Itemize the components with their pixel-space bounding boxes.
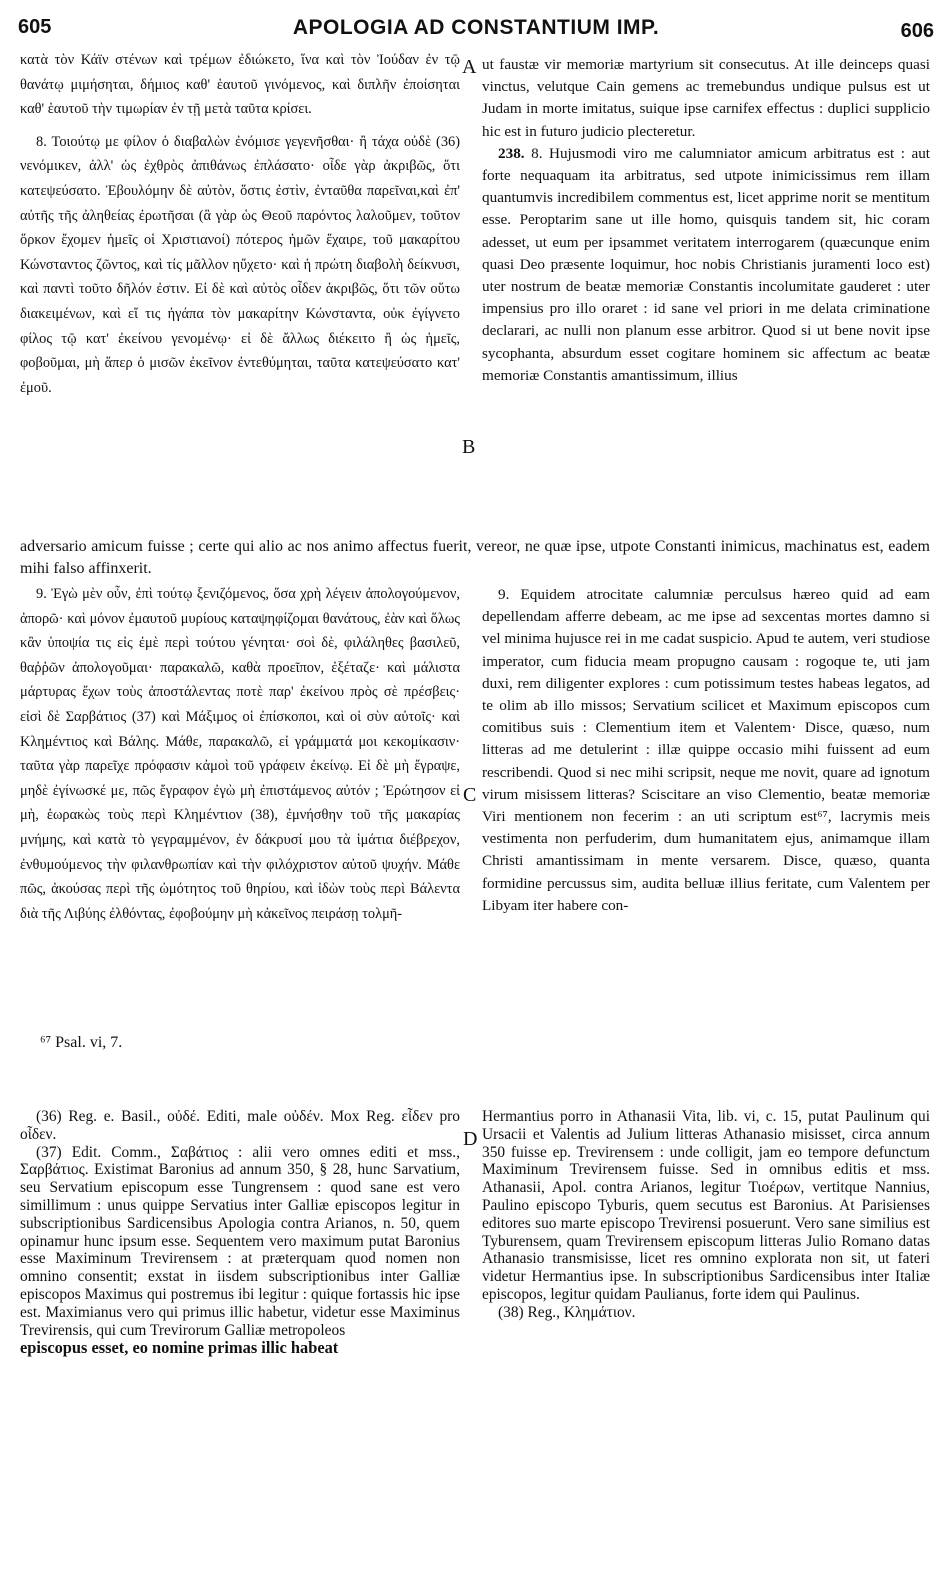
margin-letter-a: A: [462, 56, 477, 78]
full-width-continuation: adversario amicum fuisse ; certe qui alio ac nos animo affectus fuerit, vereor, ne quæ ipse, utpote Constanti inimicus, machinatus est, eadem mihi falso affinxerit.: [20, 538, 930, 577]
notes-left: [20, 1108, 460, 1357]
latin-paragraph-9: 9. Equidem atrocitate calumniæ perculsus hæreo quid ad eam depellendam afferre debeam, ac me ipse ad sexcentas mortes damno si vel minima hujusce rei in me cadat suspicio. Apud te autem, veri studiose imperator, cum fiducia meam propugno causam : rogoque te, uti jam duxi, rem diligenter explores : cum potissimum testes habeas legatos, ad te olim ab illo missos; Servatium scilicet et Maximum episcopos cum comitibus suis : Clementium item et Valentem· Disce, quæso, num litteras ad me detulerint : illæ quippe occasio mihi fuissent ad eum rescribendi. Quod si nec mihi scripsit, neque me novit, quare ad ignotum virum misissem litteras? Sciscitare an viso Clementio, beatæ memoriæ Viri mentionem non fecerim : an uti scriptum est⁶⁷, lacrymis meis vestimenta non perfuderim, dum humanitatem ejus, animamque illam Christi amantissimam in mente versarem. Disce, quæso, quanta formidine percussus sim, audita belluæ illius feritate, cum Valentem per Libyam iter habere con-: [482, 586, 930, 914]
greek-column-top: [20, 48, 460, 400]
note-38: (38) Reg., Κλημάτιον.: [498, 1303, 636, 1321]
greek-paragraph-8: 8. Τοιούτῳ με φίλον ὁ διαβαλὼν ἐνόμισε γεγενῆσθαι· ἢ τάχα οὐδὲ (36) νενόμικεν, ἀλλ' ὡς ἐχθρὸς ἀπιθάνως ἐπλάσατο· οἶδε γὰρ ἀκριβῶς, ὅτι κατεψεύσατο. Ἐβουλόμην δὲ αὐτὸν, ὅστις ἐστὶν, ἐνταῦθα παρεῖναι,καὶ ἐπ' αὐτῆς τῆς ἀληθείας ἐρωτῆσαι (ἃ γὰρ ὡς Θεοῦ παρόντος λαλοῦμεν, τοῦτον ὅρκον ἔχομεν ἡμεῖς οἱ Χριστιανοί) πότερος ἡμῶν ἔχαιρε, τοῦ μακαρίτου Κώνσταντος ζῶντος, καὶ τίς μᾶλλον ηὔχετο· καὶ ἡ πρώτη διαβολὴ δείκνυσι, καὶ παντὶ τοῦτο δῆλόν ἐστιν. Εἰ δὲ καὶ αὐτὸς οἶδεν ἀκριβῶς, ὅτι τῶν οὕτω διακειμένων, καὶ εἴ τις ἠγάπα τὸν μακαρίτην Κώνσταντα, οὐκ ἐγίγνετο φίλος τῷ κατ' ἐκείνου γενομένῳ· εἰ δὲ ἄλλως διέκειτο ἢ ὡς ἡμεῖς, φοβοῦμαι, μὴ ἅπερ ὁ μισῶν ἐκεῖνον ἐντεθύμηται, ταῦτα κατεψεύσατο κατ' ἐμοῦ.: [20, 133, 460, 396]
greek-paragraph-1: κατὰ τὸν Κάϊν στένων καὶ τρέμων ἐδιώκετο, ἵνα καὶ τὸν Ἰούδαν ἐν τῷ θανάτῳ μιμήσηται, δήμιος καθ' ἑαυτοῦ γινόμενος, καὶ διπλῆν ἐποίσηται καθ' ἑαυτοῦ τὴν τιμωρίαν ἐν τῇ μετὰ ταῦτα κρίσει.: [20, 52, 460, 118]
latin-paragraph-8: [482, 143, 930, 387]
note-36: (36) Reg. e. Basil., οὐδέ. Editi, male οὐδέν. Mox Reg. εἶδεν pro οἶδεν.: [20, 1108, 460, 1143]
margin-letter-d: D: [463, 1128, 478, 1150]
note-37-end: episcopus esset, eo nomine primas illic habeat: [20, 1338, 339, 1358]
page-number-left: 605: [18, 16, 52, 38]
page-number-right: 606: [900, 20, 934, 42]
latin-paragraph-1: ut faustæ vir memoriæ martyrium sit consecutus. At ille deinceps quasi vinctus, velutque Cain gemens ac tremebundus undique pulsus est ut Judam in morte imitatus, suique ipse carnifex effectus : duplici supplicio hic est in futuro judicio plecteretur.: [482, 56, 930, 140]
note-37: (37) Edit. Comm., Σαβάτιος : alii vero omnes editi et mss., Σαρβάτιος. Existimat Baronius ad annum 350, § 28, hunc Sarvatium, seu Servatium episcopum esse Tungrensem : quod sane est vero simillimum : unus quippe Servatius inter Galliæ episcopos legitur in subscriptionibus Sardicensibus Apologia contra Arianos, n. 50, quem opinamur hunc ipsum esse. Sequentem vero maximum putat Baronius esse Maximinum Trevirensem : at præterquam quod nomen non omnino consentit; exstat in iisdem subscriptionibus inter Galliæ episcopos Maximus qui postremus ibi legitur : quique fortassis hic ipse est. Maximianus vero qui primus illic habetur, videtur esse Maximinus Trevirensis, qui cum Trevirorum Galliæ metropoleos: [20, 1143, 460, 1339]
note-continuation: Hermantius porro in Athanasii Vita, lib. vi, c. 15, putat Paulinum qui Ursacii et Valentis ad Julium litteras Athanasio misisset, circa annum 350 fuisse ep. Trevirensem : unde colligit, jam eo tempore defunctum Maximinum Trevirensem fuisse. Sed in omnibus editis et mss. Athanasii, Apol. contra Arianos, legitur Τιοέρων, vertitque Nannius, Paulino episcopo Tyburis, quem secutus est Baronius. At Parisienses editores suo marte episcopo Trevirensi posuerunt. Vero sane similius est Tyburensem, quam Trevirensem episcopum litteras Julio Romano datas Athanasio transmisisse, licet res omnino explorata non sit, ut fateri videtur Hermantius ipse. In subscriptionibus Sardicensibus inter Italiæ episcopos, legitur quidam Paulianus, forte idem qui Paulinus.: [482, 1108, 930, 1303]
margin-letter-b: B: [462, 436, 476, 458]
latin-column-middle: [482, 584, 930, 917]
section-number-238: 238.: [498, 144, 525, 162]
notes-right: [482, 1108, 930, 1322]
greek-paragraph-9: 9. Ἐγὼ μὲν οὖν, ἐπὶ τούτῳ ξενιζόμενος, ὅσα χρὴ λέγειν ἀπολογούμενον, ἀπορῶ· καὶ μόνον ἐμαυτοῦ μυρίους καταψηφίζομαι θανάτους, ἐὰν καὶ ὅλως κἂν ὑποψία τις εἰς ἐμὲ περὶ τούτου γένηται· σοὶ δὲ, φιλάληθες βασιλεῦ, θαῤῥῶν ἀπολογοῦμαι· παρακαλῶ, καθὰ προεῖπον, ἐξέταζε· καὶ μάλιστα μάρτυρας ἔχων τοὺς ἀποστάλεντας ποτὲ παρ' ἐκείνου πρὸς σὲ πρέσβεις· εἰσὶ δὲ Σαρβάτιος (37) καὶ Μάξιμος οἱ ἐπίσκοποι, καὶ οἱ σὺν αὐτοῖς· καὶ Κλημέντιος καὶ Βάλης. Μάθε, παρακαλῶ, εἰ γράμματά μοι κεκομίκασιν· ταῦτα γὰρ παρεῖχε πρόφασιν κἀμοὶ τοῦ γράφειν ἐκείνῳ. Εἰ δὲ μὴ ἔγραψε, μηδὲ ἐγίνωσκέ με, πῶς ἔγραφον ἐγὼ μὴ ἐπιστάμενος αὐτόν ; Ἐρώτησον εἰ μὴ, ἑωρακὼς τοὺς περὶ Κλημέντιον (38), ἐμνήσθην τοῦ τῆς μακαρίας μνήμης, καὶ κατὰ τὸ γεγραμμένον, ἐν δάκρυσί μου τὰ ἱμάτια διέβρεχον, ἐνθυμούμενος τὴν φιλανθρωπίαν καὶ τὴν φιλόχριστον αὐτοῦ ψυχήν. Μάθε πῶς, ἀκούσας περὶ τῆς ὠμότητος τοῦ θηρίου, καὶ ἰδὼν τοὺς περὶ Βάλεντα διὰ τῆς Λιβύης ἐλθόντας, ἐφοβούμην μὴ κἀκεῖνος πειράσῃ τολμῆ-: [20, 586, 460, 922]
margin-letter-c: C: [463, 784, 477, 806]
latin-paragraph-8-text: 8. Hujusmodi viro me calumniator amicum arbitratus est : aut forte nequaquam ita arbitratus, sed utpote inimicissimus rem illam quantumvis incredibilem commentus est, licet apprime norit se mentitum esse. Peroptarim sane ut ille homo, quisquis tandem sit, hic coram adesset, ut eum per ipsammet veritatem interrogarem (quæcunque enim quasi Deo præsente loquimur, hoc nobis Christianis juramenti loco est) uter nostrum de beatæ memoriæ Constantis incolumitate gauderet : uter impensius pro illo oraret : id sane vel priori in me delata criminatione declarari, ac nulli non planum esse arbitror. Quod si ut bene novit ipse sycophanta, absurdum esset cogitare hominem sic affectum ac beatæ memoriæ Constantis amantissimum, illius: [482, 144, 931, 384]
footnote-67: ⁶⁷ Psal. vi, 7.: [40, 1034, 123, 1051]
latin-column-top: [482, 54, 930, 387]
running-title: APOLOGIA AD CONSTANTIUM IMP.: [292, 16, 660, 39]
running-header: [18, 14, 934, 48]
greek-column-middle: [20, 582, 460, 926]
